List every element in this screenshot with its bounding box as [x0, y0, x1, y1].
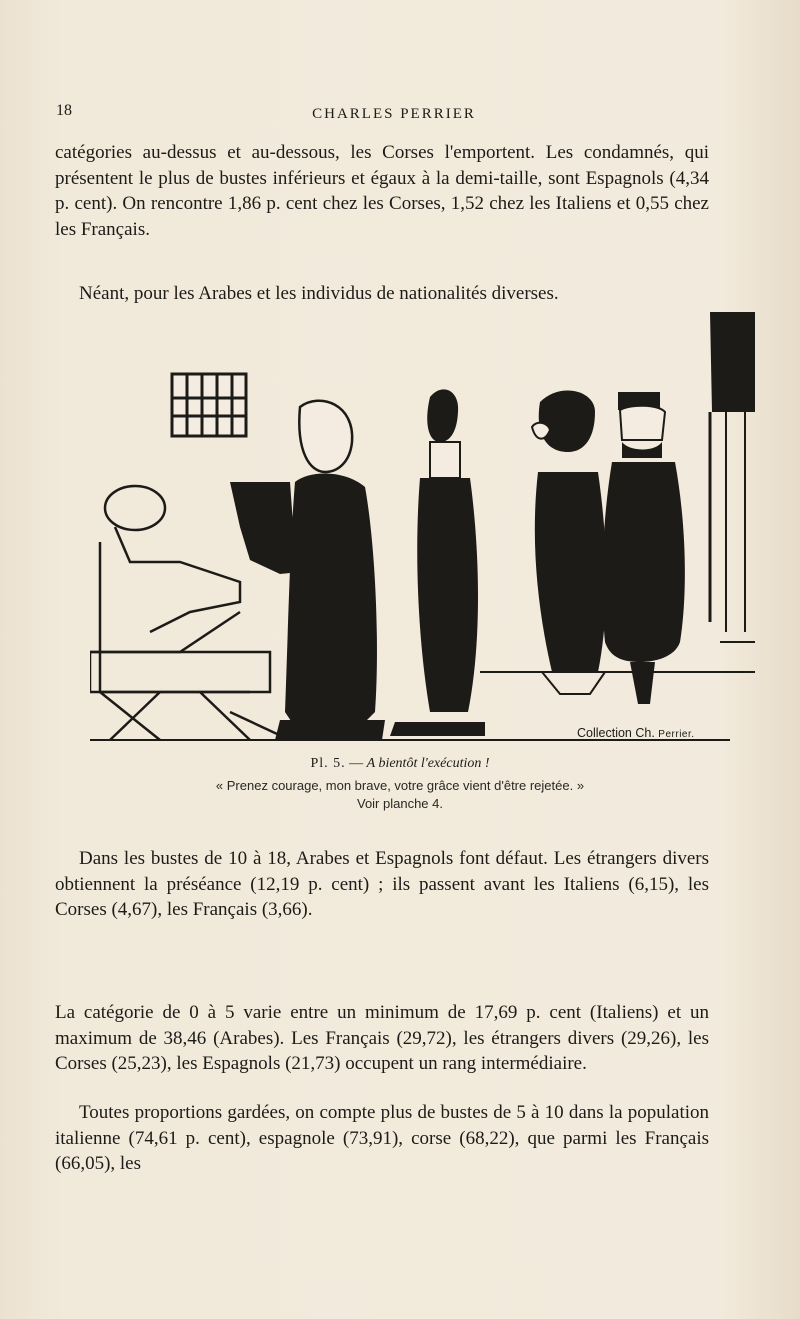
- doorway-figure-right: [710, 312, 755, 642]
- plate-caption: [40, 756, 760, 772]
- collection-prefix: Collection Ch.: [577, 726, 659, 740]
- official-figure-glasses: [532, 391, 606, 694]
- paragraph-1: catégories au-dessus et au-dessous, les Corses l'emportent. Les condamnés, qui présentent le plus de bustes inférieurs et égaux à la demi-taille, sont Espagnols (4,34 p. cent). On rencontre 1,86 p. cent chez les Corses, 1,52 chez les Italiens et 0,55 chez les Français.: [55, 142, 709, 240]
- paragraph-2-text: Néant, pour les Arabes et les individus de nationalités diverses.: [79, 283, 559, 304]
- plate-title: A bientôt l'exécution !: [366, 756, 490, 771]
- collection-name: Perrier.: [658, 729, 695, 740]
- page-number: 18: [56, 102, 72, 119]
- barred-window: [172, 374, 246, 436]
- plate-label: Pl. 5.: [310, 756, 346, 771]
- plate-quote: « Prenez courage, mon brave, votre grâce vient d'être rejetée. »: [215, 778, 585, 793]
- guard-figure: [602, 392, 685, 704]
- running-title: CHARLES PERRIER: [312, 106, 476, 122]
- paragraph-4: [55, 1000, 709, 1077]
- official-figure-center: [390, 389, 485, 736]
- collection-credit: [577, 726, 695, 740]
- paragraph-4-text: La catégorie de 0 à 5 varie entre un minimum de 17,69 p. cent (Italiens) et un maximum de 38,46 (Arabes). Les Français (29,72), les étrangers divers (29,26), les Corses (25,23), les Espagnols (21,73) occupent un rang intermédiaire.: [55, 1002, 709, 1074]
- priest-figure: [230, 401, 385, 740]
- paragraph-3: [55, 846, 709, 923]
- plate-see-also: Voir planche 4.: [356, 796, 443, 811]
- paragraph-2: [55, 281, 709, 307]
- paragraph-5-text: Toutes proportions gardées, on compte plus de bustes de 5 à 10 dans la population italienne (74,61 p. cent), espagnole (73,91), corse (68,22), que parmi les Français (66,05), les: [55, 1102, 709, 1174]
- plate-dash: —: [345, 756, 367, 771]
- paragraph-3-text: Dans les bustes de 10 à 18, Arabes et Espagnols font défaut. Les étrangers divers obtiennent la préséance (12,19 p. cent) ; ils passent avant les Italiens (6,15), les Corses (4,67), les Français (3,66).: [55, 848, 709, 920]
- paragraph-5: [55, 1100, 709, 1177]
- illustration-prison-scene: [90, 312, 755, 744]
- page-header: [48, 100, 740, 124]
